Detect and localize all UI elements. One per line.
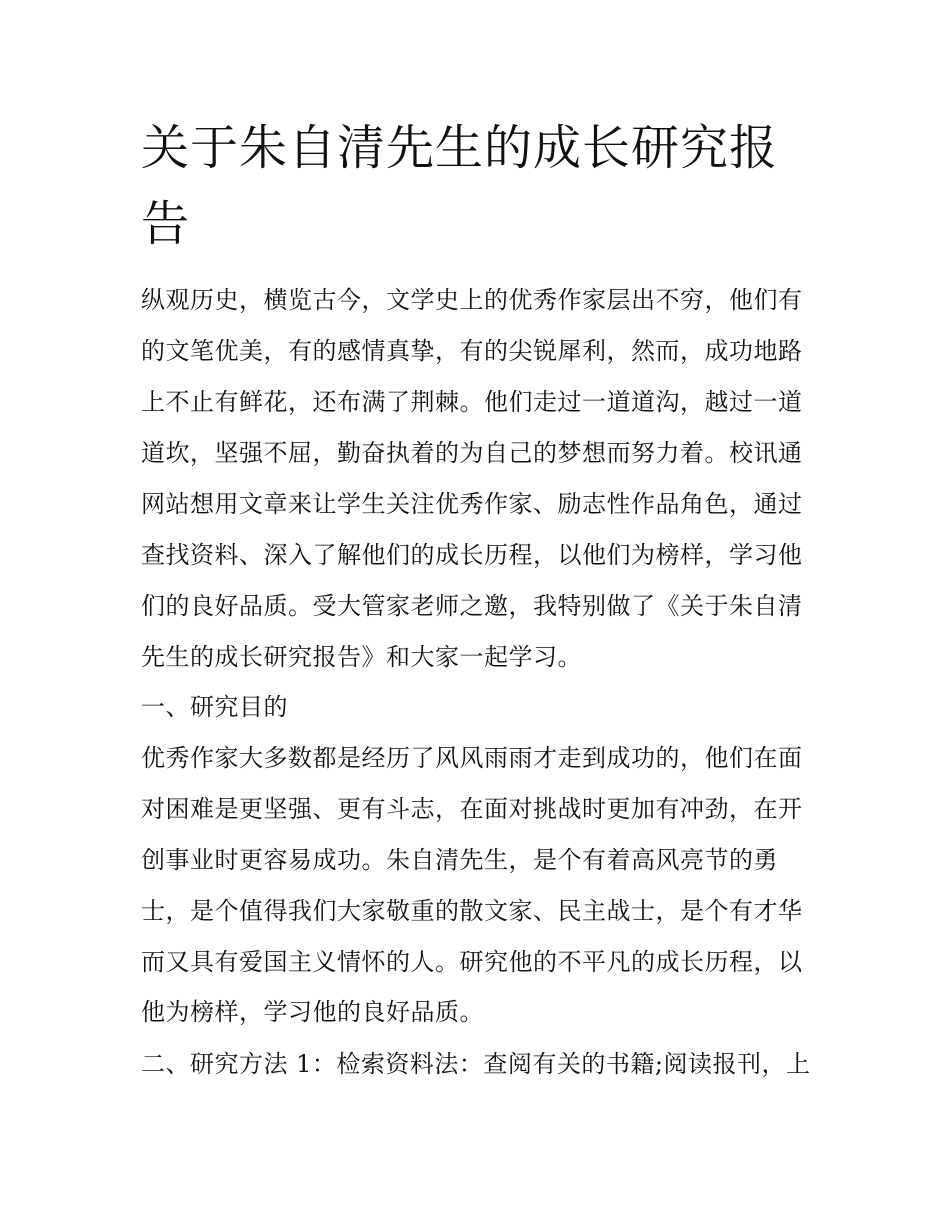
text-line: 道坎，坚强不屈，勤奋执着的为自己的梦想而努力着。校讯通 bbox=[141, 439, 803, 467]
text-line: 的文笔优美，有的感情真挚，有的尖锐犀利，然而，成功地路 bbox=[141, 337, 803, 365]
section-heading: 一、研究目的 bbox=[141, 693, 288, 721]
text-line: 创事业时更容易成功。朱自清先生，是个有着高风亮节的勇 bbox=[141, 846, 778, 874]
text-line: 纵观历史，横览古今，文学史上的优秀作家层出不穷，他们有 bbox=[141, 286, 803, 314]
section-heading: 二、研究方法 1：检索资料法：查阅有关的书籍;阅读报刊，上 bbox=[141, 1050, 811, 1078]
text-line: 网站想用文章来让学生关注优秀作家、励志性作品角色，通过 bbox=[141, 490, 803, 518]
text-line: 先生的成长研究报告》和大家一起学习。 bbox=[141, 643, 582, 671]
text-line: 对困难是更坚强、更有斗志，在面对挑战时更加有冲劲，在开 bbox=[141, 795, 803, 823]
text-line: 们的良好品质。受大管家老师之邀，我特别做了《关于朱自清 bbox=[141, 592, 803, 620]
title-line-2: 告 bbox=[141, 196, 191, 252]
text-line: 而又具有爱国主义情怀的人。研究他的不平凡的成长历程，以 bbox=[141, 948, 803, 976]
text-line: 士，是个值得我们大家敬重的散文家、民主战士，是个有才华 bbox=[141, 897, 803, 925]
text-line: 优秀作家大多数都是经历了风风雨雨才走到成功的，他们在面 bbox=[141, 744, 803, 772]
title-line-1: 关于朱自清先生的成长研究报 bbox=[141, 120, 779, 176]
text-line: 上不止有鲜花，还布满了荆棘。他们走过一道道沟，越过一道 bbox=[141, 388, 803, 416]
document-title bbox=[141, 110, 821, 262]
text-line: 他为榜样，学习他的良好品质。 bbox=[141, 998, 484, 1026]
text-line: 查找资料、深入了解他们的成长历程，以他们为榜样，学习他 bbox=[141, 541, 803, 569]
